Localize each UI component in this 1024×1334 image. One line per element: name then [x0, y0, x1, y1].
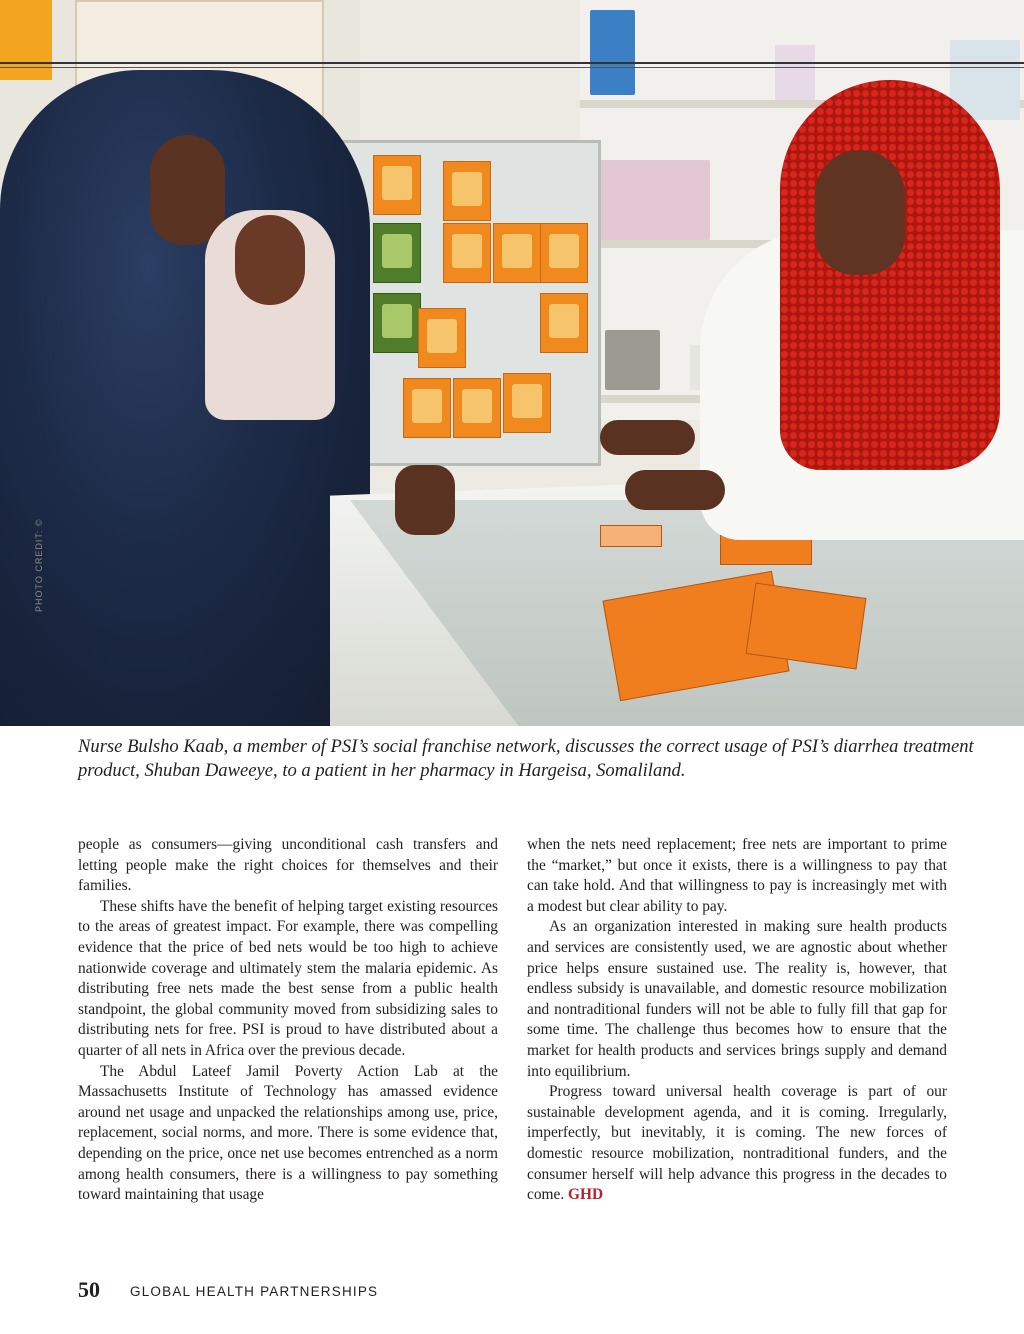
nurse-face: [815, 150, 905, 275]
paragraph: The Abdul Lateef Jamil Poverty Action Lab at the Massachusetts Institute of Technology has amassed evidence around net usage and unpacked the relationships among use, price, replacement, social norms, and more. There is some evidence that, depending on the price, once net use becomes entrenched as a norm among health consumers, there is a willingness to pay something toward maintaining that usage: [78, 1062, 498, 1204]
product-sachet: [600, 525, 662, 547]
header-rule: [0, 67, 1024, 68]
paragraph: people as consumers—giving unconditional cash transfers and letting people make the right choices for themselves and their families.: [78, 836, 498, 895]
medicine-box: [775, 45, 815, 100]
running-title: GLOBAL HEALTH PARTNERSHIPS: [130, 1284, 379, 1299]
article-column-left: [78, 835, 498, 1206]
nurse-hand: [600, 420, 695, 455]
paragraph-text: Progress toward universal health coverage is part of our sustainable development agenda, and it is coming. Irregularly, imperfectly, but inevitably, it is coming. The new forces of domestic resource mobilization, nontraditional funders, and the consumer herself will help advance this progress in the decades to come.: [527, 1083, 947, 1204]
product-box: [746, 583, 867, 670]
patient-face: [150, 135, 225, 245]
page-number: 50: [78, 1277, 100, 1302]
paragraph: These shifts have the benefit of helping target existing resources to the areas of greatest impact. For example, there was compelling evidence that the price of bed nets would be too high to achieve nationwide coverage and ultimately stem the malaria epidemic. As distributing free nets made the best sense from a public health standpoint, the global community moved from subsidizing sales to distributing nets for free. PSI is proud to have distributed about a quarter of all nets in Africa over the previous decade.: [78, 897, 498, 1059]
patient-hand: [395, 465, 455, 535]
paragraph: As an organization interested in making sure health products and services are consistently used, we are agnostic about whether price helps ensure sustained use. The reality is, however, that endless subsidy is unavailable, and domestic resource mobilization and nontraditional funders will not be able to fully fill that gap for some time. The challenge thus becomes how to ensure that the market for health products and services brings supply and demand into equilibrium.: [527, 918, 947, 1080]
nurse-hand: [625, 470, 725, 510]
header-rule: [0, 62, 1024, 64]
medicine-box: [590, 10, 635, 95]
article-column-right: [527, 835, 947, 1206]
end-mark: GHD: [568, 1186, 604, 1204]
medicine-box: [600, 160, 710, 240]
photo-credit: PHOTO CREDIT: ©: [34, 518, 44, 612]
paragraph: when the nets need replacement; free nets are important to prime the “market,” but once it exists, there is a willingness to pay that can take hold. And that willingness to pay is increasingly met with a modest but clear ability to pay.: [527, 836, 947, 915]
nurse-headscarf: [780, 80, 1000, 470]
radio-device: [605, 330, 660, 390]
photo-sticker: [0, 0, 52, 80]
child-face: [235, 215, 305, 305]
photo-caption: Nurse Bulsho Kaab, a member of PSI’s social franchise network, discusses the correct usage of PSI’s diarrhea treatment product, Shuban Daweeye, to a patient in her pharmacy in Hargeisa, Somaliland.: [78, 736, 974, 781]
paragraph-last: [527, 1082, 947, 1206]
